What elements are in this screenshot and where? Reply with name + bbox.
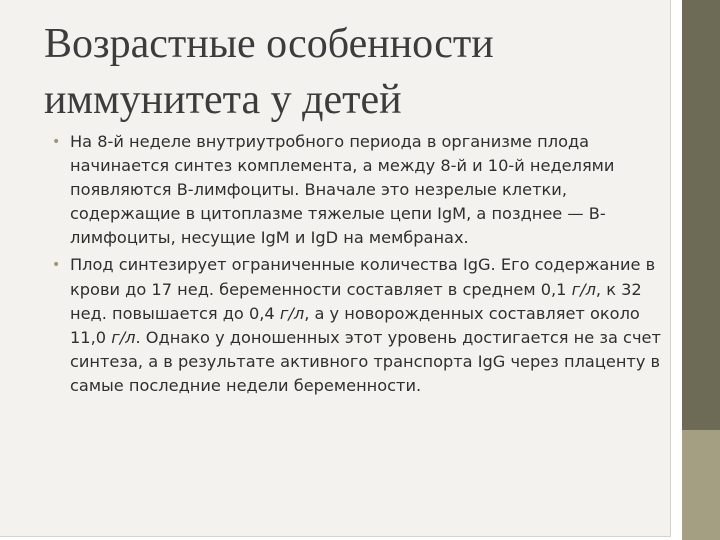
bullet-text-segment: , к 32 нед. повышается до 0,4 — [70, 279, 642, 323]
bullet-item-2 — [52, 253, 662, 398]
bullet-list — [52, 130, 662, 401]
bullet-icon: • — [52, 134, 61, 150]
bullet-text-1: На 8-й неделе внутриутробного периода в организме плода начинается синтез комплемента, а между 8-й и 10-й неделями появляются В-лимфоциты. Вначале это незрелые клетки, содержащие в цитоплазме тяжелые цепи IgM, а позднее — В-лимфоциты, несущие IgM и IgD на мембранах. — [70, 132, 615, 248]
bullet-item-1 — [52, 130, 662, 250]
side-bar-light-segment — [682, 430, 720, 540]
bullet-text-segment: . Однако у доношенных этот уровень достигается не за счет синтеза, а в результате активного транспорта IgG через плаценту в самые последние недели беременности. — [70, 327, 661, 395]
side-bar — [682, 0, 720, 540]
slide-title — [44, 16, 664, 128]
bullet-text-segment: Плод синтезирует ограниченные количества IgG. Его содержание в крови до 17 нед. беременности составляет в среднем 0,1 — [70, 255, 656, 299]
bullet-text-2 — [70, 255, 661, 394]
unit-gl: г/л — [111, 327, 136, 347]
slide-title-line-1: Возрастные особенности — [44, 21, 494, 67]
bullet-icon: • — [52, 257, 61, 274]
unit-gl: г/л — [571, 279, 596, 299]
unit-gl: г/л — [279, 303, 305, 323]
bullet-text-segment: , а у новорожденных составляет около 11,0 — [70, 303, 640, 347]
side-bar-dark-segment — [682, 0, 720, 430]
slide-title-line-2: иммунитета у детей — [44, 77, 402, 123]
